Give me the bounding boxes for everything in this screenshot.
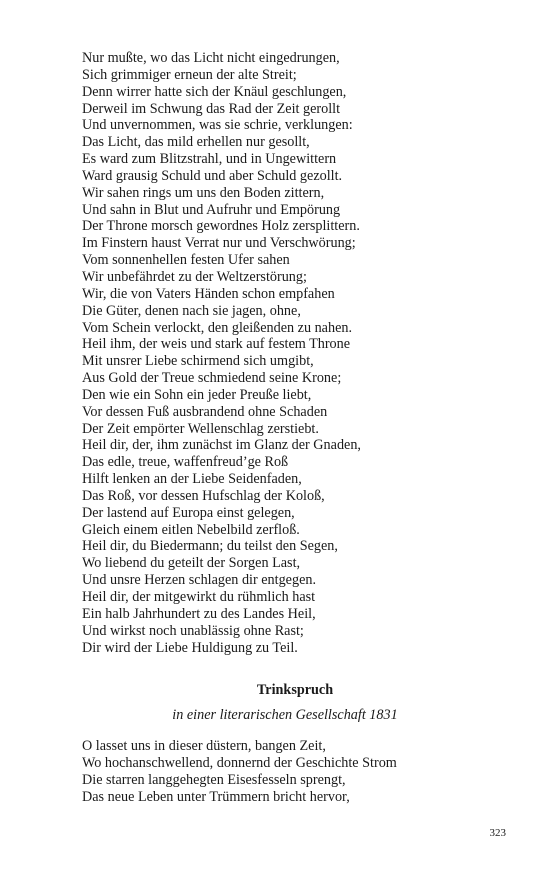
verse-line: Heil dir, der mitgewirkt du rühmlich hast <box>82 589 316 605</box>
verse-line: Heil ihm, der weis und stark auf festem Throne <box>82 336 351 353</box>
verse-line: Die starren langgehegten Eisesfesseln sprengt, <box>82 771 346 788</box>
verse-line: Das Licht, das mild erhellen nur gesollt, <box>82 134 310 151</box>
verse-line: Nur mußte, wo das Licht nicht eingedrungen, <box>82 50 340 66</box>
verse-line: Aus Gold der Treue schmiedend seine Krone; <box>82 370 342 387</box>
verse-line: Wir sahen rings um uns den Boden zittern, <box>82 184 325 201</box>
verse-line: Das edle, treue, waffenfreud’ge Roß <box>82 454 289 471</box>
verse-line: Gleich einem eitlen Nebelbild zerfloß. <box>82 521 300 538</box>
verse-line: Hilft lenken an der Liebe Seidenfaden, <box>82 471 302 488</box>
verse-line: Ein halb Jahrhundert zu des Landes Heil, <box>82 605 316 622</box>
verse-line: Vor dessen Fuß ausbrandend ohne Schaden <box>82 403 328 420</box>
verse-line: O lasset uns in dieser düstern, bangen Zeit, <box>82 738 326 754</box>
verse-line: Ward grausig Schuld und aber Schuld gezollt. <box>82 167 343 184</box>
verse-line: Derweil im Schwung das Rad der Zeit gerollt <box>82 100 341 117</box>
verse-line: Wo hochanschwellend, donnernd der Geschichte Strom <box>82 754 397 771</box>
verse-line: Denn wirrer hatte sich der Knäul geschlungen, <box>82 83 347 100</box>
poem-title: Trinkspruch <box>256 682 334 698</box>
verse-line: Der lastend auf Europa einst gelegen, <box>82 504 295 521</box>
verse-line: Der Zeit empörter Wellenschlag zerstiebt. <box>82 420 319 437</box>
verse-line: Und unsre Herzen schlagen dir entgegen. <box>82 572 317 589</box>
verse-line: Heil dir, der, ihm zunächst im Glanz der Gnaden, <box>82 437 361 454</box>
poem-continuation <box>82 50 502 656</box>
verse-line: Wo liebend du geteilt der Sorgen Last, <box>82 555 301 572</box>
verse-line: Sich grimmiger erneun der alte Streit; <box>82 66 297 83</box>
verse-line: Mit unsrer Liebe schirmend sich umgibt, <box>82 353 314 370</box>
verse-line: Und wirkst noch unablässig ohne Rast; <box>82 622 304 639</box>
verse-line: Es ward zum Blitzstrahl, und in Ungewittern <box>82 151 337 168</box>
verse-line: Vom sonnenhellen festen Ufer sahen <box>82 252 290 269</box>
verse-line: Vom Schein verlockt, den gleißenden zu nahen. <box>82 319 353 336</box>
verse-line: Und unvernommen, was sie schrie, verklungen: <box>82 117 353 134</box>
verse-line: Der Throne morsch gewordnes Holz zersplittern. <box>82 218 360 235</box>
verse-line: Die Güter, denen nach sie jagen, ohne, <box>82 302 301 319</box>
verse-line: Das Roß, vor dessen Hufschlag der Koloß, <box>82 487 325 504</box>
verse-line: Und sahn in Blut und Aufruhr und Empörung <box>82 201 341 218</box>
verse-line: Wir, die von Vaters Händen schon empfahen <box>82 285 335 302</box>
verse-line: Heil dir, du Biedermann; du teilst den Segen, <box>82 538 338 555</box>
verse-line: Den wie ein Sohn ein jeder Preuße liebt, <box>82 386 312 403</box>
verse-line: Wir unbefährdet zu der Weltzerstörung; <box>82 268 307 285</box>
page-number: 323 <box>489 827 506 839</box>
poem-subtitle: in einer literarischen Gesellschaft 1831 <box>172 707 398 723</box>
poem-opening <box>82 738 502 805</box>
verse-line: Das neue Leben unter Trümmern bricht hervor, <box>82 788 350 805</box>
verse-line: Im Finstern haust Verrat nur und Verschwörung; <box>82 235 356 252</box>
verse-line: Dir wird der Liebe Huldigung zu Teil. <box>82 639 298 656</box>
